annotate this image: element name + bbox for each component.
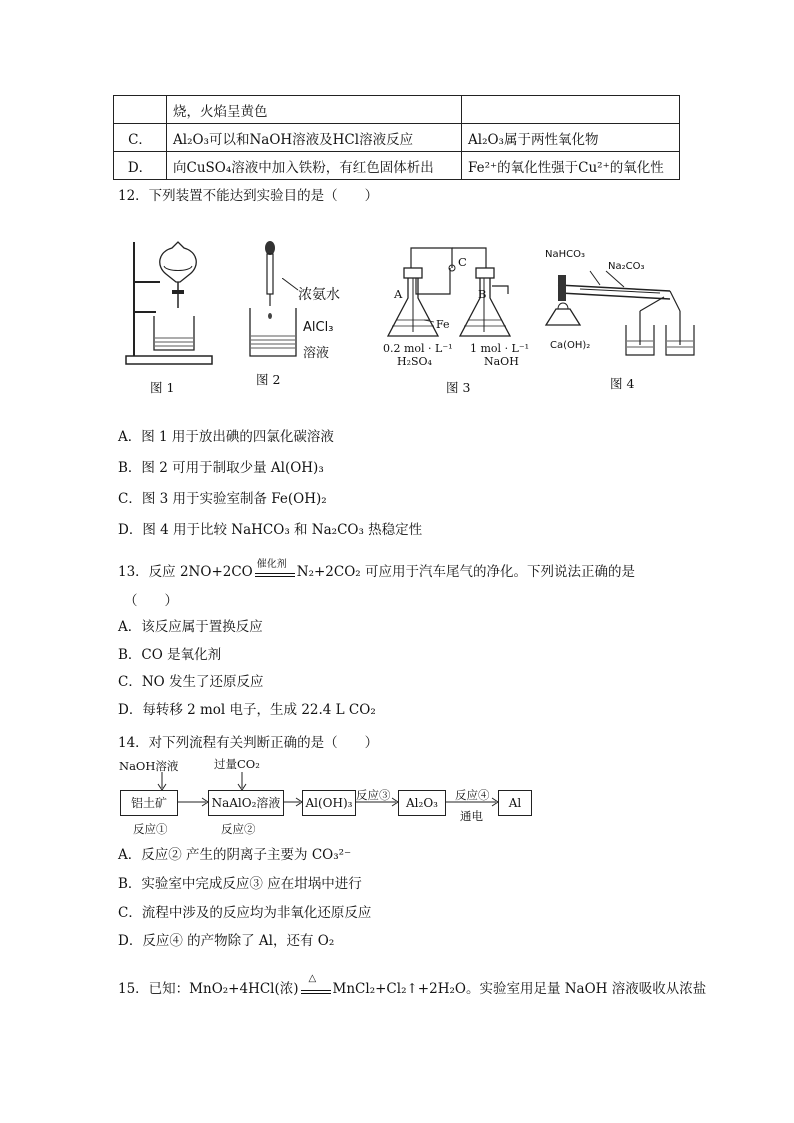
flow-step-4: 反应④ bbox=[455, 788, 490, 802]
fig3-label-conc-b: 1 mol · L⁻¹ bbox=[470, 342, 530, 355]
flow-step-1: 反应① bbox=[133, 822, 168, 836]
q14-option-a: A．反应② 产生的阴离子主要为 CO₃²⁻ bbox=[118, 847, 352, 863]
comparison-table bbox=[113, 95, 680, 180]
flow-step-3: 反应③ bbox=[356, 788, 391, 802]
q15-stem-after: MnCl₂+Cl₂↑+2H₂O。实验室用足量 NaOH 溶液吸收从浓盐 bbox=[332, 981, 707, 997]
q12-option-c: C．图 3 用于实验室制备 Fe(OH)₂ bbox=[118, 491, 327, 507]
q13-blank: （ ） bbox=[124, 593, 178, 609]
heat-symbol: △ bbox=[308, 973, 317, 984]
q12-option-a: A．图 1 用于放出碘的四氯化碳溶液 bbox=[118, 429, 334, 445]
catalyst-equals-sign bbox=[253, 559, 297, 581]
fig2-label-ammonia: 浓氨水 bbox=[298, 287, 340, 303]
q13-stem-before: 13．反应 2NO+2CO bbox=[118, 564, 253, 580]
table-cell-statement: 烧，火焰呈黄色 bbox=[167, 96, 462, 124]
q13-stem-after: N₂+2CO₂ 可应用于汽车尾气的净化。下列说法正确的是 bbox=[296, 564, 635, 580]
flow-box-bauxite: 铝土矿 bbox=[120, 790, 178, 816]
table-cell-reason: Al₂O₃属于两性氧化物 bbox=[462, 124, 680, 152]
fig3-label-conc-a: 0.2 mol · L⁻¹ bbox=[383, 342, 453, 355]
figure-3-flasks bbox=[380, 238, 530, 348]
flow-box-al: Al bbox=[498, 790, 532, 816]
q13-option-d: D．每转移 2 mol 电子，生成 22.4 L CO₂ bbox=[118, 702, 376, 718]
q14-stem: 14．对下列流程有关判断正确的是（ ） bbox=[118, 735, 379, 751]
figure-2-caption: 图 2 bbox=[256, 372, 281, 387]
q14-option-c: C．流程中涉及的反应均为非氧化还原反应 bbox=[118, 905, 372, 921]
q12-option-b: B．图 2 可用于制取少量 Al(OH)₃ bbox=[118, 460, 324, 476]
table-cell-letter bbox=[114, 96, 167, 124]
fig3-label-a: A bbox=[394, 287, 403, 301]
flow-step-2: 反应② bbox=[221, 822, 256, 836]
q13-option-b: B．CO 是氧化剂 bbox=[118, 647, 222, 663]
flow-reagent-naoh: NaOH溶液 bbox=[119, 759, 179, 773]
q15-stem-before: 15．已知：MnO₂+4HCl(浓) bbox=[118, 981, 299, 997]
fig2-label-alcl3: AlCl₃ bbox=[303, 320, 334, 335]
table-cell-letter: C． bbox=[114, 124, 167, 152]
flow-cond-electrolysis: 通电 bbox=[460, 809, 483, 823]
figure-2-dropper-beaker bbox=[244, 240, 304, 360]
flow-reagent-co2: 过量CO₂ bbox=[214, 757, 260, 771]
flow-box-aloh3: Al(OH)₃ bbox=[302, 790, 356, 816]
flow-box-naalo2: NaAlO₂溶液 bbox=[208, 790, 284, 816]
fig4-label-na2co3: Na₂CO₃ bbox=[608, 261, 645, 272]
q12-option-d: D．图 4 用于比较 NaHCO₃ 和 Na₂CO₃ 热稳定性 bbox=[118, 522, 423, 538]
catalyst-label: 催化剂 bbox=[256, 559, 287, 570]
table-cell-reason bbox=[462, 96, 680, 124]
fig3-label-h2so4: H₂SO₄ bbox=[397, 355, 432, 368]
fig4-label-nahco3: NaHCO₃ bbox=[545, 249, 585, 260]
table-cell-letter: D． bbox=[114, 152, 167, 180]
fig3-label-b: B bbox=[478, 287, 487, 301]
figure-4-caption: 图 4 bbox=[610, 376, 635, 391]
fig2-label-solution: 溶液 bbox=[303, 346, 330, 361]
figure-1-caption: 图 1 bbox=[150, 380, 175, 395]
q12-stem: 12．下列装置不能达到实验目的是（ ） bbox=[118, 188, 379, 204]
figure-3-caption: 图 3 bbox=[446, 380, 471, 395]
table-cell-statement: Al₂O₃可以和NaOH溶液及HCl溶液反应 bbox=[167, 124, 462, 152]
q14-option-d: D．反应④ 的产物除了 Al，还有 O₂ bbox=[118, 933, 335, 949]
figure-1-separatory-funnel bbox=[120, 238, 220, 368]
table-row bbox=[114, 152, 680, 180]
flow-box-al2o3: Al₂O₃ bbox=[398, 790, 446, 816]
table-cell-statement: 向CuSO₄溶液中加入铁粉，有红色固体析出 bbox=[167, 152, 462, 180]
table-row bbox=[114, 96, 680, 124]
q15-stem bbox=[118, 973, 707, 998]
fig3-label-naoh: NaOH bbox=[484, 355, 519, 368]
q13-option-a: A．该反应属于置换反应 bbox=[118, 619, 263, 635]
q14-option-b: B．实验室中完成反应③ 应在坩埚中进行 bbox=[118, 876, 362, 892]
fig3-label-c: C bbox=[458, 255, 467, 269]
table-cell-reason: Fe²⁺的氧化性强于Cu²⁺的氧化性 bbox=[462, 152, 680, 180]
q13-stem bbox=[118, 559, 635, 581]
fig4-label-caoh2: Ca(OH)₂ bbox=[550, 340, 591, 351]
heat-equals-sign bbox=[299, 973, 333, 998]
q13-option-c: C．NO 发生了还原反应 bbox=[118, 674, 264, 690]
fig3-label-fe: Fe bbox=[436, 318, 450, 331]
table-row bbox=[114, 124, 680, 152]
